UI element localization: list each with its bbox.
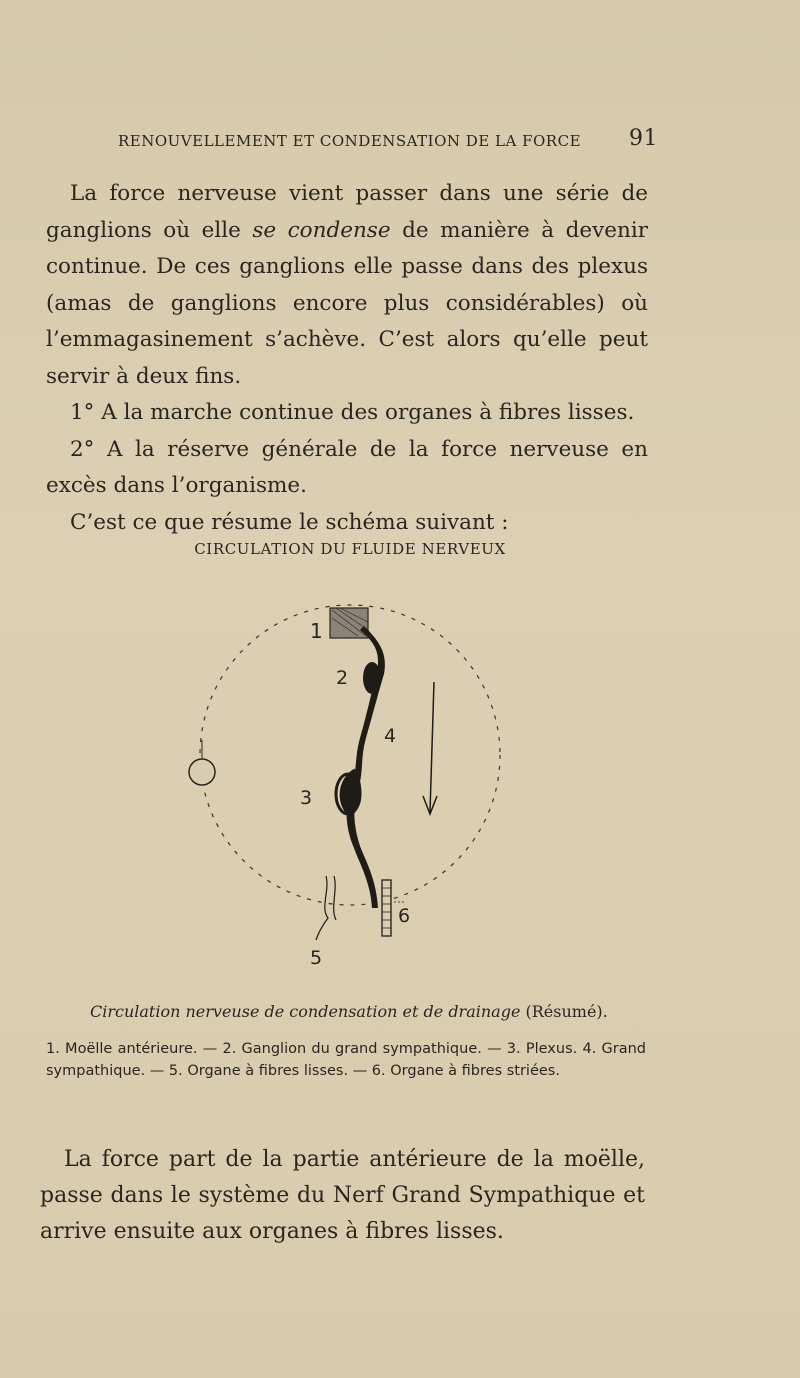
page-header bbox=[118, 126, 658, 151]
ganglion bbox=[363, 662, 381, 694]
paragraph-1-emphasis: se condense bbox=[252, 217, 391, 243]
label-3: 3 bbox=[300, 787, 313, 809]
nerve-circulation-diagram bbox=[150, 590, 550, 980]
small-ring bbox=[189, 759, 215, 785]
flow-arrow-line bbox=[430, 682, 434, 812]
schema-intro: C’est ce que résume le schéma suivant : bbox=[70, 509, 509, 535]
paragraph-1-text-a: La force nerveuse vient passer dans une série de ganglions où elle bbox=[46, 181, 648, 243]
running-title: RENOUVELLEMENT ET CONDENSATION DE LA FORCE bbox=[118, 132, 582, 150]
closing-paragraph-text: La force part de la partie antérieure de la moëlle, passe dans le système du Nerf Grand Sympathique et arrive ensuite aux organes à fibres lisses. bbox=[40, 1147, 645, 1244]
page-number: 91 bbox=[629, 126, 658, 151]
label-2: 2 bbox=[336, 667, 349, 689]
smooth-organ-outline bbox=[334, 876, 336, 920]
smooth-organ bbox=[316, 876, 328, 940]
label-6: 6 bbox=[398, 905, 411, 927]
caption-suffix: (Résumé). bbox=[520, 1002, 608, 1021]
figure-title: CIRCULATION DU FLUIDE NERVEUX bbox=[194, 540, 506, 558]
paragraph-1-text-b: de manière à devenir continue. De ces ganglions elle passe dans des plexus (amas de ganglions encore plus considérables) où l’emmagasinement s’achève. C’est alors qu’elle peut servir à deux fins. bbox=[46, 217, 649, 389]
figure-caption bbox=[90, 1002, 608, 1021]
figure-legend: 1. Moëlle antérieure. — 2. Ganglion du grand sympathique. — 3. Plexus. 4. Grand sympathique. — 5. Organe à fibres lisses. — 6. Organe à fibres striées. bbox=[46, 1041, 646, 1079]
circulation-circle bbox=[200, 605, 500, 905]
main-text bbox=[46, 176, 648, 541]
caption-title-text: Circulation nerveuse de condensation et de drainage bbox=[90, 1002, 521, 1021]
label-4: 4 bbox=[384, 725, 397, 747]
striated-organ bbox=[382, 880, 391, 936]
label-1: 1 bbox=[310, 619, 323, 643]
list-item-1: 1° A la marche continue des organes à fibres lisses. bbox=[70, 400, 635, 425]
closing-paragraph bbox=[40, 1142, 645, 1250]
list-item-2: 2° A la réserve générale de la force nerveuse en excès dans l’organisme. bbox=[46, 436, 648, 498]
label-5: 5 bbox=[310, 947, 323, 969]
paragraph-1 bbox=[46, 176, 648, 395]
